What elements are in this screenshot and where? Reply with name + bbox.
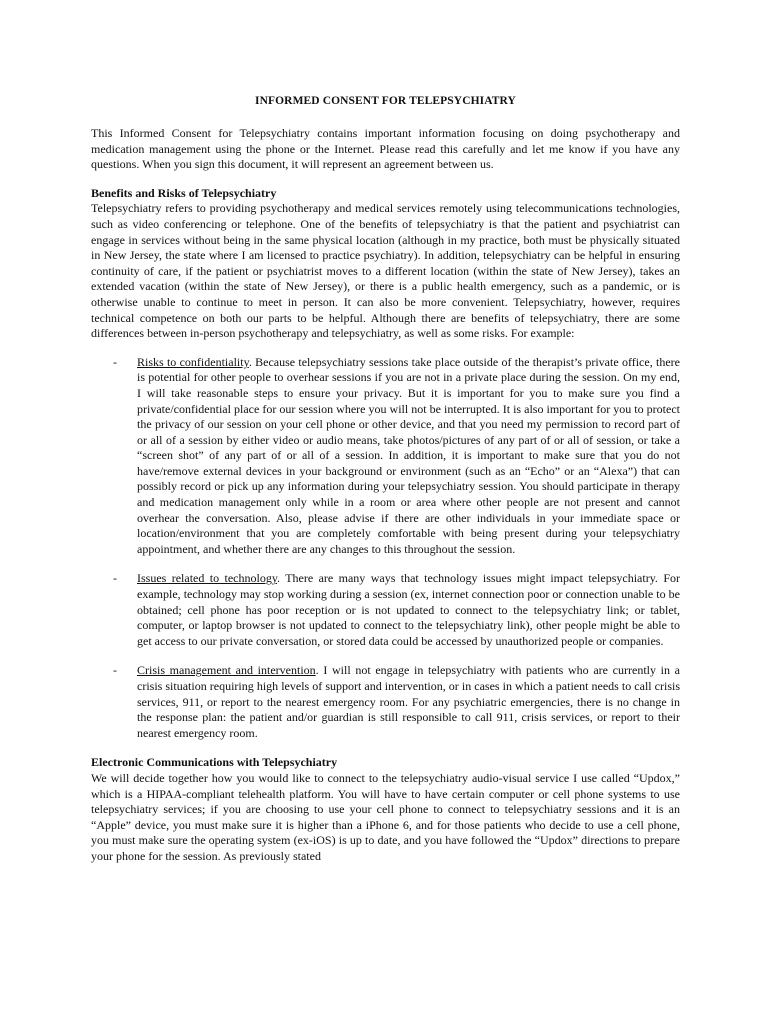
risk-list	[91, 355, 680, 742]
list-item-lead: Risks to confidentiality	[137, 354, 249, 369]
list-item-issues-technology	[91, 571, 680, 649]
list-item-text: . Because telepsychiatry sessions take place outside of the therapist’s private office, there is potential for other people to overhear sessions if you are not in a private place during the session. On my end, I will take reasonable steps to ensure your privacy. But it is important for you to make sure you find a private/confidential place for our session where you will not be interrupted. It is also important for you to protect the privacy of our session on your cell phone or other device, and that you need my permission to record part of or all of a session by either video or audio means, take photos/pictures of any part of or all of session, or take a “screen shot” of any part of or all of a session. In addition, it is important to make sure that you do not have/remove external devices in your background or environment (such as an “Echo” or an “Alexa”) that can possibly record or pick up any information during your telepsychiatry session. You should participate in therapy and medication management only while in a room or area where other people are not present and cannot overhear the conversation. Also, please advise if there are other individuals in your immediate space or location/environment that you are completely comfortable with being present during your telepsychiatry appointment, and whether there are any changes to this throughout the session.	[137, 354, 680, 556]
section-heading-benefits-risks: Benefits and Risks of Telepsychiatry	[91, 185, 277, 200]
section-text-electronic-communications: We will decide together how you would like to connect to the telepsychiatry audio-visual service I use called “Updox,” which is a HIPAA-compliant telehealth platform. You will have to have certain computer or cell phone systems to use telepsychiatry services; if you are choosing to use your cell phone to connect to telepsychiatry sessions and it is an “Apple” device, you must make sure it is higher than a iPhone 6, and for those patients who decide to use a cell phone, you must make sure the operating system (ex-iOS) is up to date, and you have followed the “Updox” directions to prepare your phone for the session. As previously stated	[91, 770, 680, 863]
list-item-text: . There are many ways that technology issues might impact telepsychiatry. For example, technology may stop working during a session (ex, internet connection poor or connection unable to be obtained; cell phone has poor reception or is not updated to connect to the telepsychiatry link; or tablet, computer, or laptop browser is not updated to connect to the telepsychiatry link), other people might be able to get access to our private conversation, or stored data could be accessed by unauthorized people or companies.	[137, 571, 680, 648]
list-item-text: . I will not engage in telepsychiatry with patients who are currently in a crisis situation requiring high levels of support and intervention, or in cases in which a patient needs to call crisis services, 911, or report to the nearest emergency room. For any psychiatric emergencies, there is no change in the response plan: the patient and/or guardian is still responsible to call 911, crisis services, or report to their nearest emergency room.	[137, 663, 681, 740]
list-item-crisis-management	[91, 663, 680, 741]
document-title: INFORMED CONSENT FOR TELEPSYCHIATRY	[255, 95, 516, 107]
section-heading-electronic-communications: Electronic Communications with Telepsychiatry	[91, 755, 338, 770]
list-dash: -	[113, 663, 117, 678]
list-dash: -	[113, 571, 117, 586]
list-item-risks-confidentiality	[91, 355, 680, 558]
list-item-lead: Crisis management and intervention	[137, 663, 316, 678]
intro-paragraph: This Informed Consent for Telepsychiatry contains important information focusing on doing psychotherapy and medication management using the phone or the Internet. Please read this carefully and let me know if you have any questions. When you sign this document, it will represent an agreement between us.	[91, 126, 680, 172]
list-item-lead: Issues related to technology	[137, 571, 278, 586]
section-text-benefits-risks: Telepsychiatry refers to providing psychotherapy and medical services remotely using telecommunications technologies, such as video conferencing or telephone. One of the benefits of telepsychiatry is that the patient and psychiatrist can engage in services without being in the same physical location (although in my practice, both must be physically situated in New Jersey, the state where I am licensed to practice psychiatry). In addition, telepsychiatry can be helpful in ensuring continuity of care, if the patient or psychiatrist moves to a different location (within the state of New Jersey), takes an extended vacation (within the state of New Jersey), or there is a public health emergency, such as a pandemic, or is otherwise unable to continue to meet in person. It can also be more convenient. Telepsychiatry, however, requires technical competence on both our parts to be helpful. Although there are benefits of telepsychiatry, there are some differences between in-person psychotherapy and telepsychiatry, as well as some risks. For example:	[91, 201, 680, 341]
list-dash: -	[113, 354, 117, 369]
